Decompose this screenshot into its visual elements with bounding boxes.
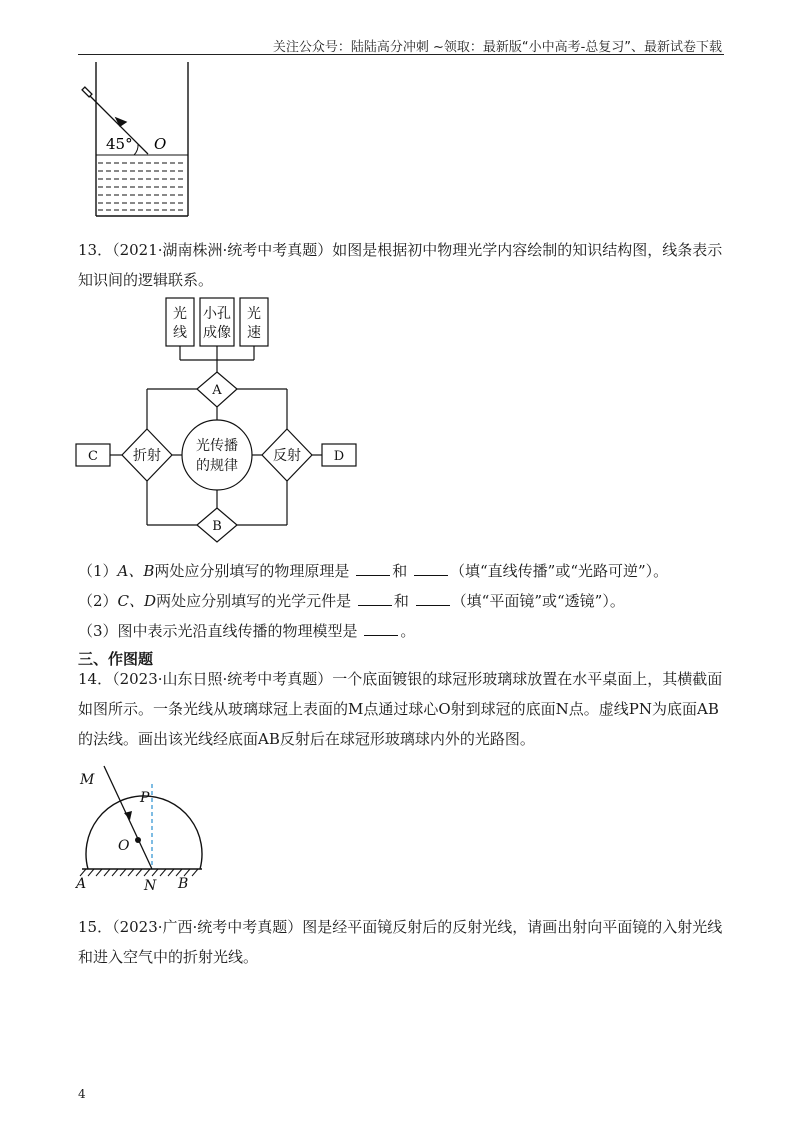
cap-outline — [86, 796, 202, 869]
box-c-label: C — [88, 449, 98, 464]
label-n: N — [144, 878, 157, 894]
diamond-b-label: B — [212, 519, 222, 534]
sub2-number: （2） — [78, 592, 118, 610]
circle-text-2: 的规律 — [196, 458, 238, 474]
label-a: A — [76, 876, 87, 892]
sub2-text: 两处应分别填写的光学元件是 — [156, 592, 352, 610]
answer-blank-b[interactable] — [414, 563, 448, 576]
water-dashes — [98, 163, 186, 210]
box-light-speed-text-1: 光 — [247, 306, 261, 322]
knowledge-structure-diagram — [70, 290, 370, 550]
question-15-stem: 15．（2023·广西·统考中考真题）图是经平面镜反射后的反射光线，请画出射向平面镜的入射光线和进入空气中的折射光线。 — [78, 918, 723, 966]
question-14-stem: 14．（2023·山东日照·统考中考真题）一个底面镀银的球冠形玻璃球放置在水平桌面上，其横截面如图所示。一条光线从玻璃球冠上表面的M点通过球心O射到球冠的底面N点。虚线PN为底面AB的法线。画出该光线经底面AB反射后在球冠形玻璃球内外的光路图。 — [78, 670, 723, 748]
page-header: 关注公众号：陆陆高分冲刺 ~领取：最新版“小中高考-总复习”、最新试卷下载 — [272, 40, 722, 55]
box-light-speed-text-2: 速 — [247, 325, 261, 341]
question-13-sub-1 — [78, 560, 668, 582]
sub3-end: 。 — [400, 622, 416, 640]
diamond-refraction-label: 折射 — [133, 448, 161, 464]
sub2-vars: C、D — [117, 592, 157, 610]
sub1-text: 两处应分别填写的物理原理是 — [154, 562, 350, 580]
label-p: P — [140, 790, 150, 806]
box-d-label: D — [333, 449, 345, 464]
sub1-and: 和 — [392, 562, 408, 580]
sub1-hint: （填“直线传播”或“光路可逆”）。 — [450, 562, 669, 580]
question-13-stem: 13．（2021·湖南株洲·统考中考真题）如图是根据初中物理光学内容绘制的知识结构图，线条表示知识间的逻辑联系。 — [78, 241, 723, 289]
figure-container-light — [76, 60, 206, 220]
question-13-sub-3 — [78, 620, 415, 642]
answer-blank-e[interactable] — [364, 623, 398, 636]
diamond-a-label: A — [212, 383, 222, 398]
answer-blank-c[interactable] — [358, 593, 392, 606]
circle-propagation-law — [182, 420, 252, 490]
header-rule — [78, 54, 724, 55]
figure-spherical-cap — [74, 764, 214, 894]
answer-blank-a[interactable] — [356, 563, 390, 576]
sub2-and: 和 — [393, 592, 409, 610]
label-m: M — [80, 772, 95, 788]
point-o-label: O — [154, 135, 167, 153]
answer-blank-d[interactable] — [416, 593, 450, 606]
label-b: B — [178, 876, 189, 892]
question-13-sub-2 — [78, 590, 625, 612]
diamond-reflection-label: 反射 — [273, 448, 301, 464]
angle-arc — [134, 144, 138, 155]
sub1-vars: A、B — [117, 562, 155, 580]
mirror-hatching — [80, 869, 198, 876]
label-o: O — [118, 838, 130, 854]
sub1-number: （1） — [78, 562, 118, 580]
section-title: 三、作图题 — [78, 650, 154, 668]
center-point-o — [135, 837, 141, 843]
sub2-hint: （填“平面镜”或“透镜”）。 — [451, 592, 625, 610]
sub3-text: （3）图中表示光沿直线传播的物理模型是 — [78, 622, 358, 640]
box-pinhole-text-2: 成像 — [203, 325, 231, 341]
page-number: 4 — [78, 1087, 86, 1101]
box-light-ray-text-2: 线 — [173, 325, 187, 341]
angle-label: 45° — [106, 135, 133, 153]
box-pinhole-text-1: 小孔 — [203, 306, 231, 322]
box-light-ray-text-1: 光 — [173, 306, 187, 322]
circle-text-1: 光传播 — [196, 438, 238, 454]
